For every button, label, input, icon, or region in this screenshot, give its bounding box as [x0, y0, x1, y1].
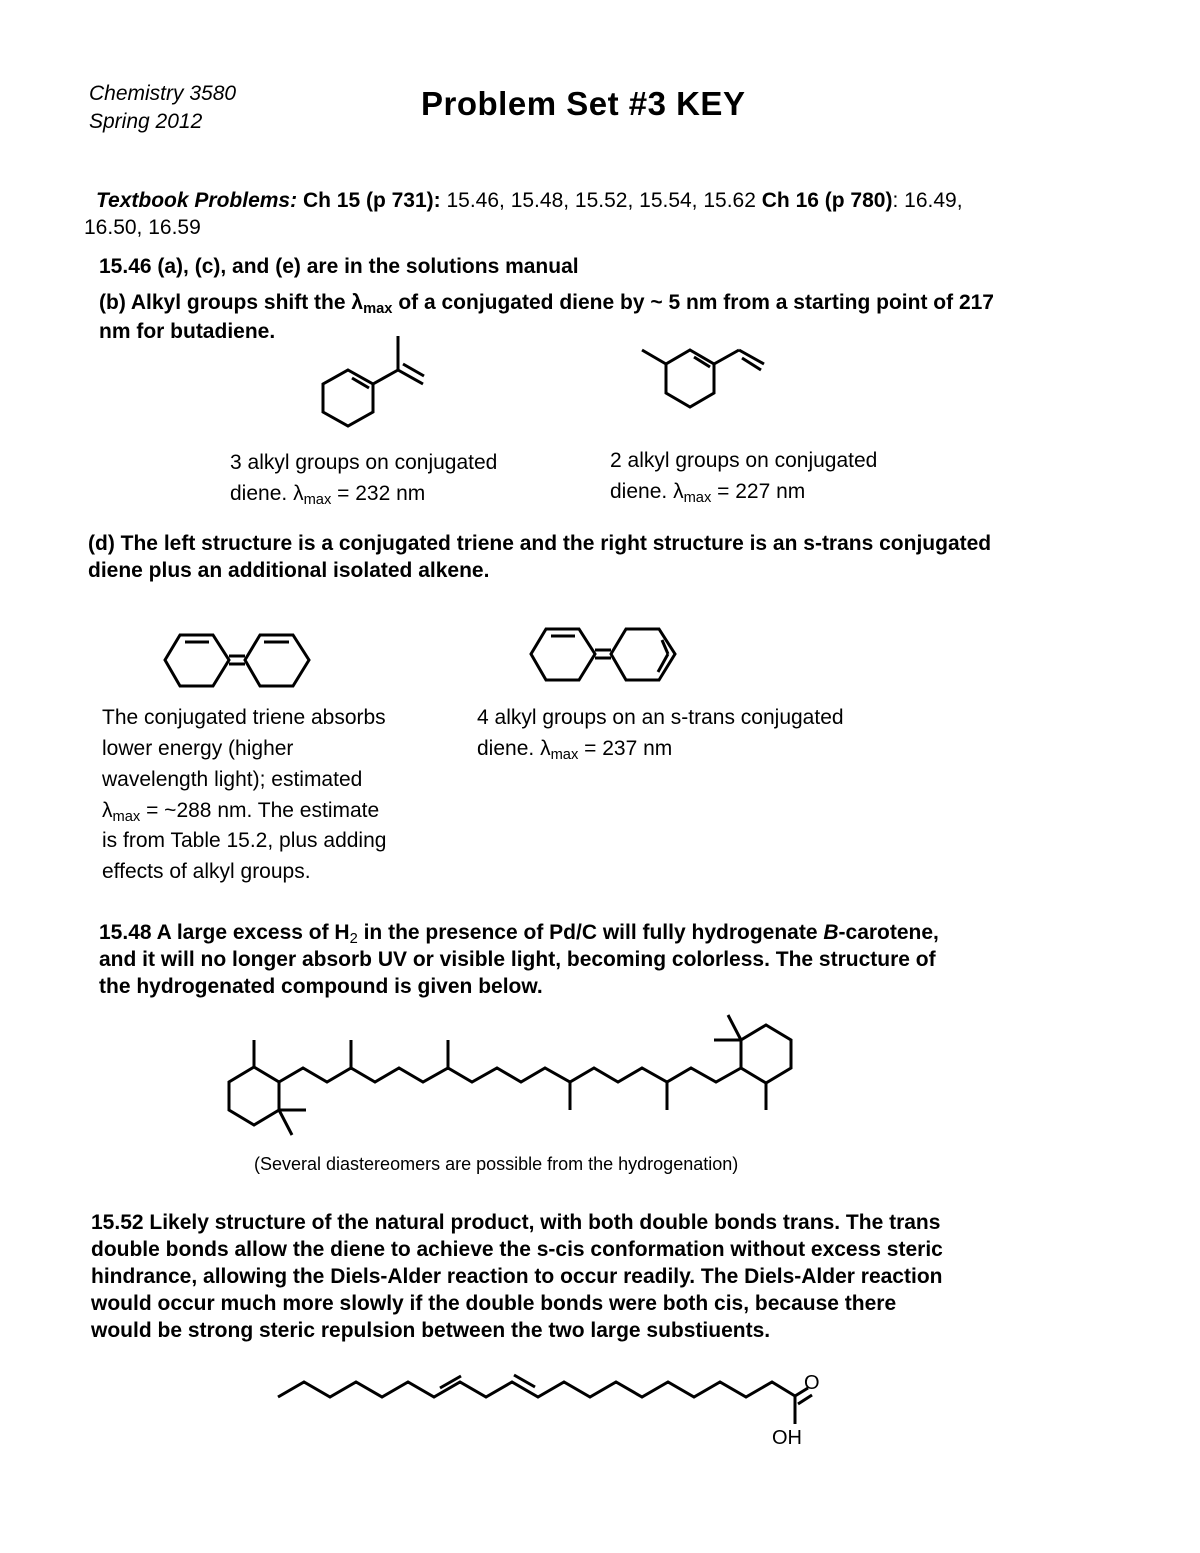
beta-symbol: B: [823, 921, 839, 944]
lambda-symbol: λ: [351, 291, 364, 314]
triene-lambda: λ: [102, 799, 113, 822]
p15-48-mid: in the presence of Pd/C will fully hydrogenate: [357, 921, 824, 944]
ch16-label: Ch 16 (p 780): [761, 189, 893, 212]
ch15-label: Ch 15 (p 731):: [302, 189, 441, 212]
triene-caption-line6: effects of alkyl groups.: [102, 860, 311, 883]
p15-52-line4: would occur much more slowly if the double bonds were both cis, because there: [91, 1292, 897, 1315]
mol2-lambda: λ: [673, 480, 684, 503]
p15-52-line5: would be strong steric repulsion between the two large substiuents.: [91, 1319, 771, 1342]
diene-lambda: λ: [540, 737, 551, 760]
diene-max: max: [550, 747, 579, 763]
diene-caption-line1: 4 alkyl groups on an s-trans conjugated: [477, 706, 844, 729]
triene-caption-line5: is from Table 15.2, plus adding: [102, 829, 387, 852]
mol2-caption-line1: 2 alkyl groups on conjugated: [610, 449, 878, 472]
p15-46-b-line2: nm for butadiene.: [99, 320, 276, 343]
mol2-max: max: [683, 490, 712, 506]
p15-52-line1: 15.52 Likely structure of the natural product, with both double bonds trans. The trans: [91, 1211, 941, 1234]
mol1-max: max: [303, 492, 332, 508]
p15-52-line2: double bonds allow the diene to achieve the s-cis conformation without excess steric: [91, 1238, 943, 1261]
p15-48-line3: the hydrogenated compound is given below.: [99, 975, 543, 998]
page-title: Problem Set #3 KEY: [421, 85, 746, 122]
triene-post: = ~288 nm. The estimate: [140, 799, 380, 822]
diene-pre: diene.: [477, 737, 541, 760]
hydroxyl-atom-label: OH: [772, 1427, 802, 1449]
p15-46-heading: 15.46 (a), (c), and (e) are in the solutions manual: [99, 255, 579, 278]
mol1-pre: diene.: [230, 482, 294, 505]
oxygen-atom-label: O: [804, 1372, 820, 1394]
p15-48-post: -carotene,: [838, 921, 939, 944]
triene-caption-line2: lower energy (higher: [102, 737, 294, 760]
ch16-list: 16.49,: [898, 189, 963, 212]
textbook-label: Textbook Problems:: [96, 189, 298, 212]
ch16-list-continued: 16.50, 16.59: [84, 216, 201, 239]
triene-max: max: [112, 809, 141, 825]
diastereomer-note: (Several diastereomers are possible from the hydrogenation): [254, 1154, 739, 1174]
course-term: Spring 2012: [89, 110, 203, 133]
b-text-pre: (b) Alkyl groups shift the: [99, 291, 352, 314]
p15-46-d-line2: diene plus an additional isolated alkene.: [88, 559, 490, 582]
mol1-caption-line1: 3 alkyl groups on conjugated: [230, 451, 498, 474]
triene-caption-line1: The conjugated triene absorbs: [102, 706, 386, 729]
diene-post: = 237 nm: [578, 737, 673, 760]
mol1-lambda: λ: [293, 482, 304, 505]
p15-52-line3: hindrance, allowing the Diels-Alder reaction to occur readily. The Diels-Alder reaction: [91, 1265, 943, 1288]
p15-46-d-line1: (d) The left structure is a conjugated triene and the right structure is an s-trans conjugated: [88, 532, 992, 555]
mol2-post: = 227 nm: [711, 480, 806, 503]
ch15-list: 15.46, 15.48, 15.52, 15.54, 15.62: [440, 189, 762, 212]
lambda-subscript: max: [363, 301, 393, 317]
p15-48-line2: and it will no longer absorb UV or visible light, becoming colorless. The structure of: [99, 948, 936, 971]
p15-48-pre: 15.48 A large excess of H: [99, 921, 350, 944]
course-name: Chemistry 3580: [89, 82, 237, 105]
triene-caption-line3: wavelength light); estimated: [102, 768, 363, 791]
mol2-pre: diene.: [610, 480, 674, 503]
ch16-colon: :: [892, 189, 899, 212]
mol1-post: = 232 nm: [331, 482, 426, 505]
b-text-post: of a conjugated diene by ~ 5 nm from a starting point of 217: [392, 291, 994, 314]
h2-subscript: 2: [349, 931, 358, 947]
